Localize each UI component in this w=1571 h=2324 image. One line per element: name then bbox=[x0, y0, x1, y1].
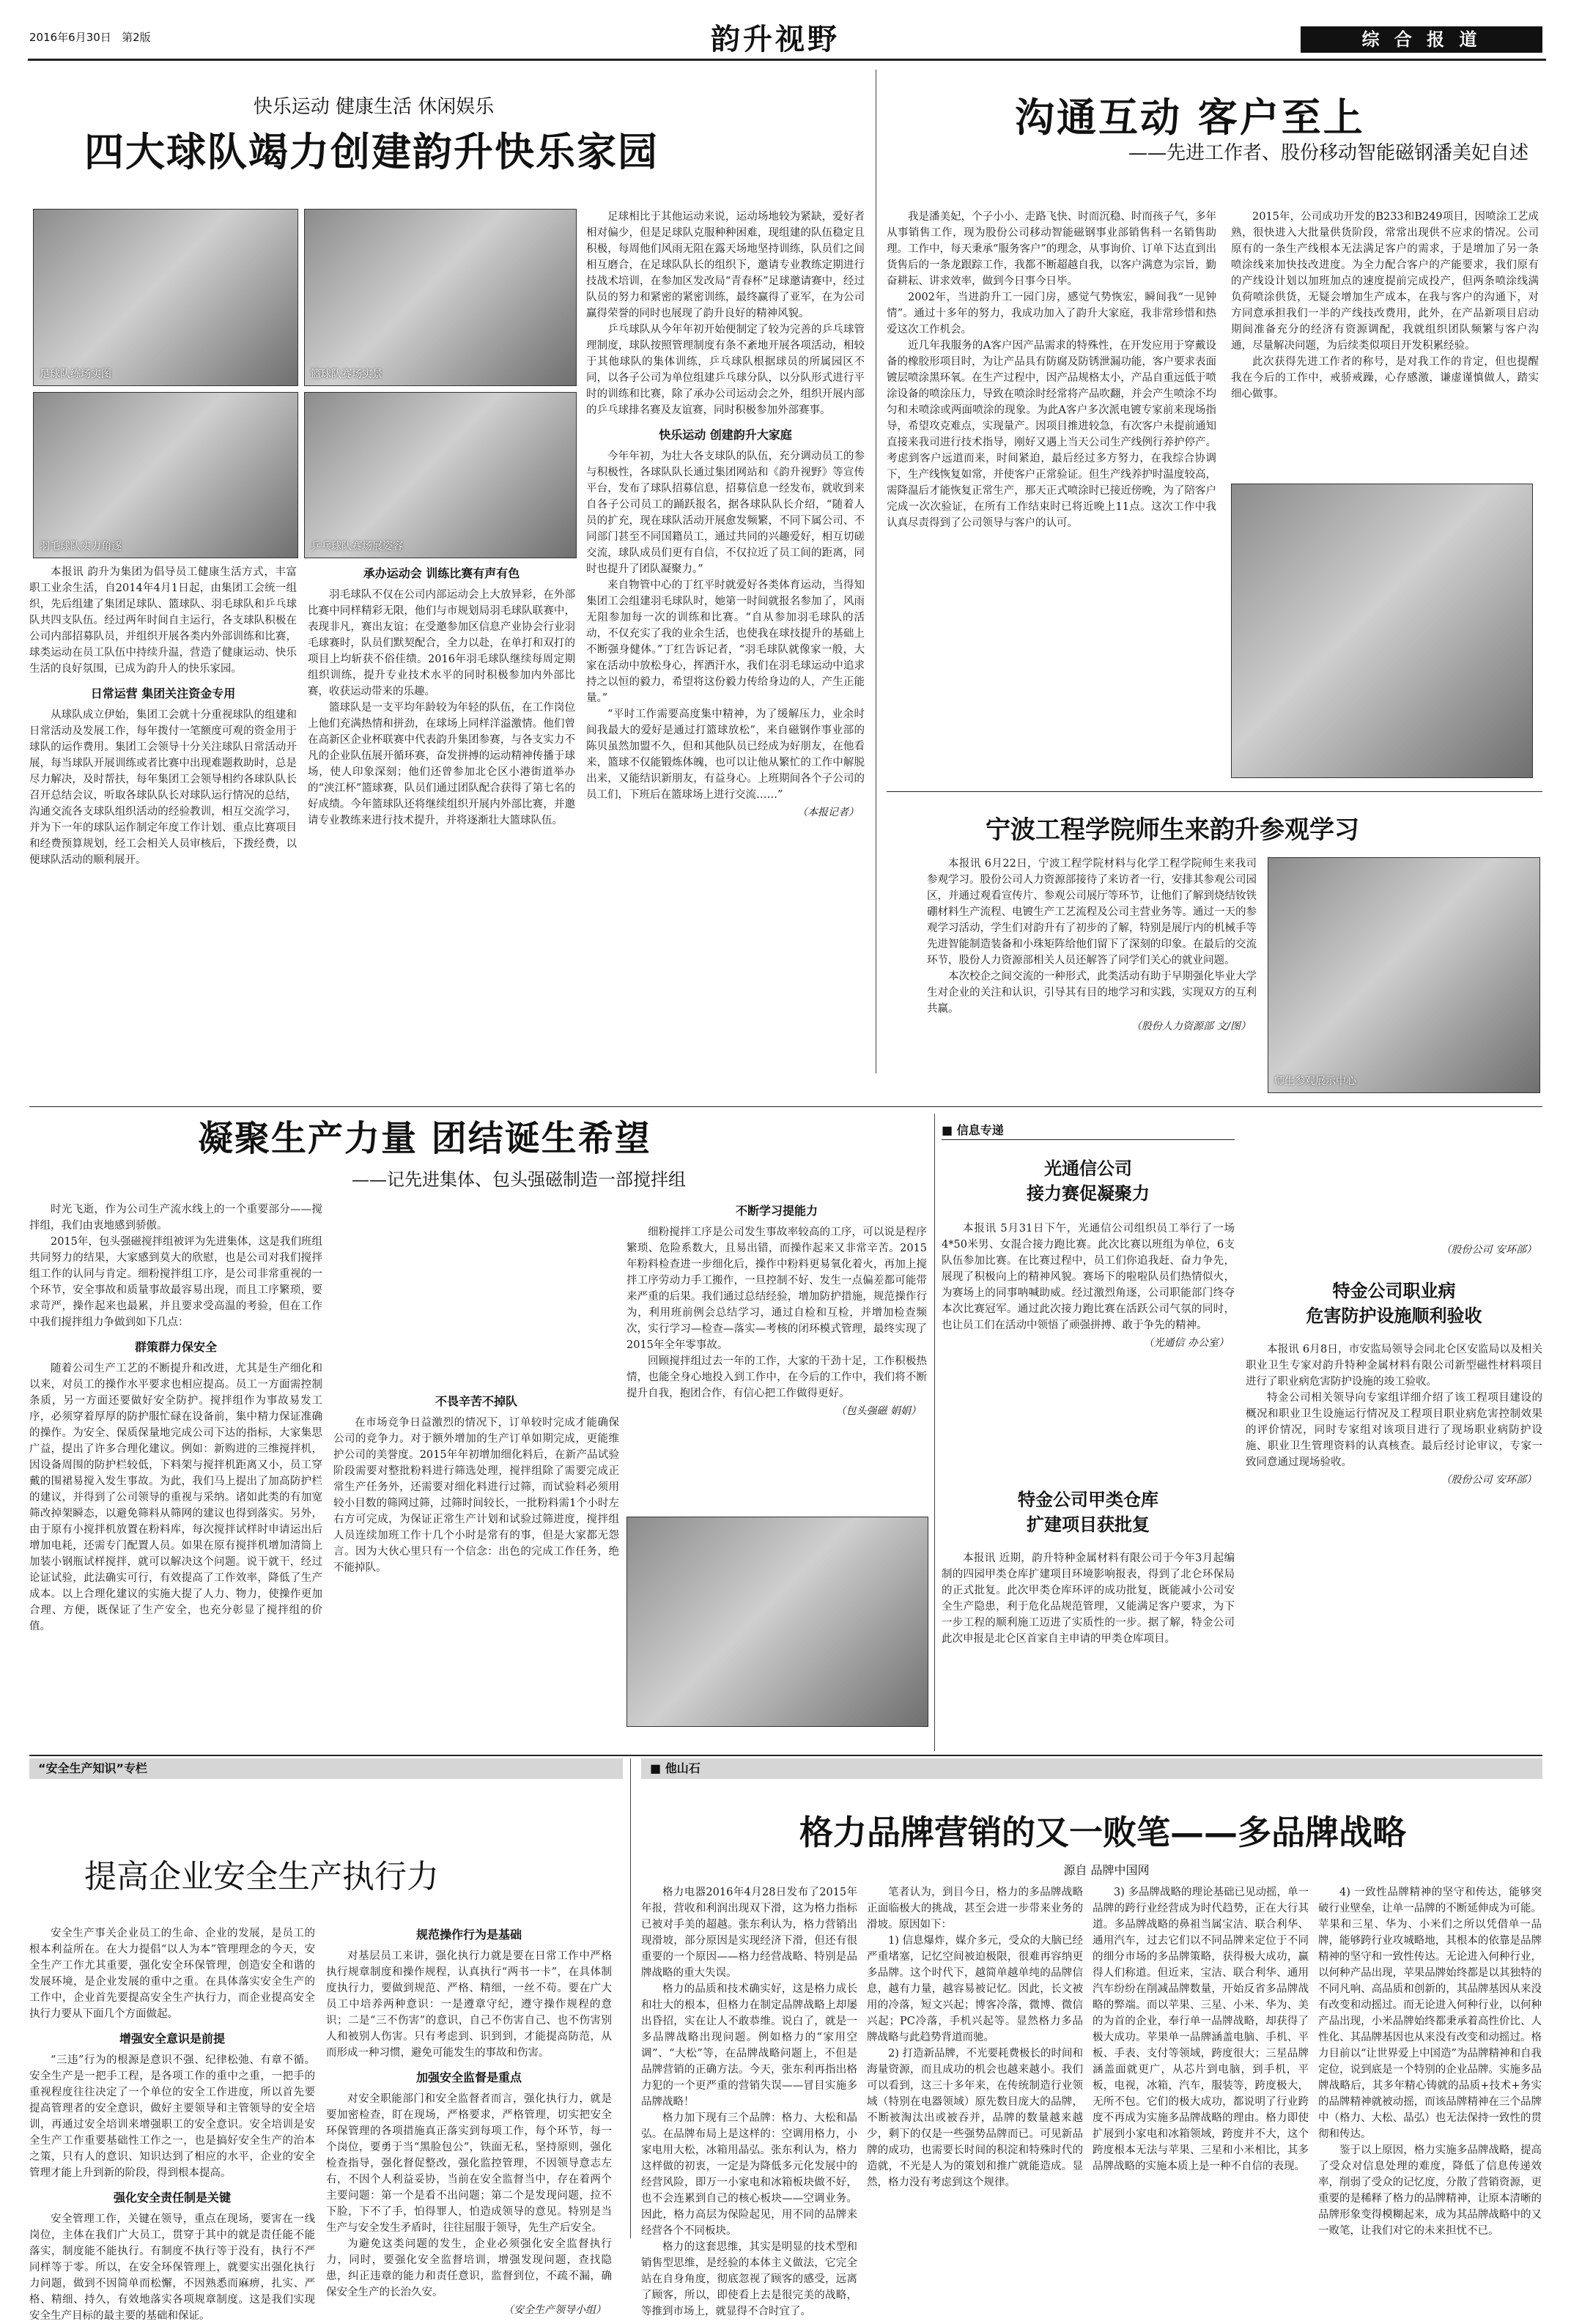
paragraph: 本报讯 韵升为集团为倡导员工健康生活方式，丰富职工业余生活，自2014年4月1日起，由集团工会统一组织，先后组建了集团足球队、篮球队、羽毛球队和乒乓球队共四支队伍。经过两年时间自主运行，各支球队积极在公司内部招募队员，并组织开展各类内外部训练和比赛，球类运动在员工队伍中持续升温，营造了健康运动、快乐生活的良好氛围，已成为韵升人的快乐家园。 bbox=[29, 566, 297, 675]
briefs-header-text: 信息专递 bbox=[956, 1123, 1004, 1137]
paragraph: 本报讯 5月31日下午，光通信公司组织员工举行了一场4*50米男、女混合接力跑比赛。此次比赛以班组为单位，6支队伍参加比赛。在比赛过程中，员工们你追我赶、奋力争先，展现了积极向上的精神风貌。赛场下的啦啦队员们热情似火，为赛场上的同事呐喊助威。经过激烈角逐，公司职能部门终夺本次比赛冠军。通过此次接力跑比赛在活跃公司气氛的同时，也让员工们在活动中领悟了顽强拼搏、敢于争先的精神。 bbox=[942, 1223, 1235, 1331]
issue-date bbox=[29, 29, 151, 45]
column-label-bar bbox=[641, 1758, 1542, 1779]
photo-portrait bbox=[1231, 484, 1533, 778]
paragraph: 2) 打造新品牌，不光要耗费极长的时间和海量资源，而且成功的机会也越来越小。我们可以看到，这三十多年来，在传统制造行业领域（特别在电器领域）原先数目庞大的品牌，不断被淘汰出或被吞并，品牌的数量越来越少，剩下的仅是一些强势品牌而已。可见新品牌的成功，也需要长时间的积淀和特殊时代的造就，不光是人为的策划和推广就能造成。显然，格力没有考虑到这个规律。 bbox=[867, 2048, 1083, 2188]
paragraph: 2015年，公司成功开发的B233和B249项目，因喷涂工艺成熟，很快进入大批量供货阶段，常常出现供不应求的情况。公司原有的一条生产线根本无法满足客户的需求，于是增加了另一条喷涂线来加快技改进度。为全力配合客户的产能要求，我们原有的产线设计划以加班加点的速度提前完成投产，但两条喷涂线满负荷喷涂供货，无疑会增加生产成本，在我与客户的沟通下，对方同意承担我们一半的产线技改费用，此外，在产品新项目启动期间准备充分的经济有资源调配，我就组织团队频繁与客户沟通，尽量解决问题，为后续类似项目开发积累经验。 bbox=[1231, 211, 1539, 352]
paragraph: 格力的品质和技术确实好，这是格力成长和壮大的根本，但格力在制定品牌战略上却屡出昏招，实在让人不敢恭维。说白了，就是一多品牌战略出现问题。例如格力的“家用空调”、“大松”等，在品牌战略问题上，不但是品牌营销的正确方法。今天，张东利再指出格力犯的一个更严重的营销失误——冒目实施多品牌战略！ bbox=[641, 1983, 857, 2108]
paragraph: 来自物管中心的丁红平时就爱好各类体育运动，当得知集团工会组建羽毛球队时，她第一时间就报名参加了，风雨无阻参加每一次的训练和比赛。“自从参加羽毛球队的活动，不仅充实了我的业余生活，也使我在球技提升的基础上不断强身健体。”丁红告诉记者，“羽毛球队就像家一般，大家在活动中放松身心，挥洒汗水，我们在羽毛球运动中追求持之以恒的毅力，希望将这份毅力传给身边的人，产生正能量。” bbox=[586, 580, 865, 704]
photo-caption: 乒乓球队赛场展姿容 bbox=[311, 541, 403, 552]
photo-badminton bbox=[33, 392, 298, 558]
article6-title: 格力品牌营销的又一败笔——多品牌战略 bbox=[799, 1813, 1406, 1852]
paragraph: 4) 一致性品牌精神的坚守和传达，能够突破行业壁垒，让单一品牌的不断延伸成为可能。苹果和三星、华为、小米们之所以凭借单一品牌，能够跨行业攻城略地，其根本的依靠是品牌精神的坚守和一致性传达。无论进入何种行业，以何种产品出现，苹果品牌始终都是以其独特的不同凡响、高品质和创新的，其品牌基因从来没有改变和动摇过。而无论进入何种行业，以何种产品出现，小米品牌始终都秉承着高性价比、人性化、其品牌基因也从来没有改变和动摇过。格力目前以“让世界爱上中国造”为品牌精神和自我定位，说到底是一个特别的企业品牌。实施多品牌战略后，其多年精心铸就的品质+技术+务实的品牌精神就被动摇，而该品牌精神在三个品牌中（格力、大松、晶弘）也无法保持一致性的贯彻和传达。 bbox=[1318, 1887, 1542, 2140]
article1-col2 bbox=[308, 564, 575, 1099]
paragraph: 本次校企之间交流的一种形式，此类活动有助于早期强化毕业大学生对企业的关注和认识，引导其有目的地学习和实践，实现双方的互利共赢。 bbox=[927, 971, 1257, 1015]
briefs-header bbox=[942, 1121, 1004, 1138]
article3-col bbox=[927, 856, 1257, 1098]
masthead-rule bbox=[28, 59, 1546, 61]
paragraph: 1) 信息爆炸，媒介多元，受众的大脑已经严重堵塞，记忆空间被迫极限，很难再容纳更多品牌。这个时代下，越简单越单纯的品牌信息，越有力量，越容易被记忆。因此，长文被用的冷落，短文兴起；博客冷落，微博、微信兴起；PC冷落，手机兴起等。显然格力多品牌战略与此趋势背道而驰。 bbox=[867, 1935, 1083, 2043]
brief1 bbox=[942, 1143, 1235, 1480]
byline: （安全生产领导小组） bbox=[503, 2304, 606, 2316]
paragraph: 乒乓球队从今年年初开始便制定了较为完善的乒乓球管理制度，球队按照管理制度有条不紊地开展各项活动，相较于其他球队的集体训练，乒乓球队根据球员的所属园区不同，以各子公司为单位组建乒乓球分队，以分队形式进行平时的训练和比赛，除了承办公司运动会之外，组织开展内部的乒乓球排名赛及友谊赛，同时积极参加外部赛事。 bbox=[586, 324, 865, 416]
brief-title: 特金公司职业病 危害防护设施顺利验收 bbox=[1306, 1280, 1482, 1326]
date-text: 2016年6月30日 bbox=[29, 31, 111, 44]
paragraph: 格力的这套思维，其实是明显的技术型和销售型思维，是经验的本体主义做法，它完全站在自身角度，彻底忽视了顾客的感受，远离了顾客，所以，即使看上去是很完美的战略，等推到市场上，就显得不合时宜了。 bbox=[641, 2241, 857, 2317]
section-rule bbox=[887, 791, 1542, 792]
article6-source: 源自 品牌中国网 bbox=[1063, 1863, 1150, 1877]
brief2-cont-and-brief3 bbox=[1246, 1139, 1542, 1747]
paragraph: 对安全职能部门和安全监督者而言，强化执行力，就是要加密检查，盯在现场，严格要求，严格管理，切实把安全环保管理的各项措施真正落实到每项工作，每个环节，每一个岗位，要勇于当“黑脸包公”，铁面无私，坚持原则，强化检查指导，强化督促整改，强化监控管理，不因领导意志左右，不因个人利益妥协，当前在安全监督当中，存在着两个主要问题：第一个是看不出问题；第二个是发现问题，拉不下脸，下不了手，怕得罪人，怕造成领导的意见。特别是当生产与安全发生矛盾时，往往屈服于领导，先生产后安全。 bbox=[326, 2093, 612, 2234]
article1-title: 四大球队竭力创建韵升快乐家园 bbox=[84, 128, 659, 175]
paragraph: 安全生产事关企业员工的生命、企业的发展，是员工的根本利益所在。在大力提倡“以人为本”管理理念的今天，安全生产工作尤其重要，强化安全环保管理，创造安全和谐的发展环境，是企业发展的重中之重。在具体落实安全生产的工作中，企业首先要提高安全生产执行力，而企业提高安全执行力要从下面几个方面做起。 bbox=[29, 1928, 315, 2020]
square-icon: ■ bbox=[942, 1123, 953, 1137]
article4-col2 bbox=[333, 1202, 619, 1747]
article6-col2 bbox=[867, 1884, 1083, 2236]
paragraph: 在市场竞争日益激烈的情况下，订单较时完成才能确保公司的竞争力。对于额外增加的生产订单如期完成，更能维护公司的美誉度。2015年年初增加细化料后，在新产品试验阶段需要对整批粉料进行筛选处理，搅拌组除了需要完成正常生产任务外，还需要对细化料进行过筛，而试验料必须用较小目数的筛网过筛，过筛时间较长，一批粉料需1个小时左右方可完成，为保证正常生产计划和试验过筛进度，搅拌组人员连续加班工作十几个小时是常有的事，但是大家都无怨言。因为大伙心里只有一个信念：出色的完成工作任务，绝不能掉队。 bbox=[333, 1417, 619, 1574]
paragraph: 格力电器2016年4月28日发布了2015年年报，营收和利润出现双下滑，这为格力指标已被对手美的超越。张东利认为，格力营销出现滑坡，部分原因是实现经济下滑，但还有很重要的一个原因——格力经营战略、特别是品牌战略的重大失误。 bbox=[641, 1887, 857, 1979]
byline: （光通信 办公室） bbox=[1143, 1337, 1229, 1349]
article6-col1 bbox=[641, 1884, 857, 2317]
paragraph: 从球队成立伊始，集团工会就十分重视球队的组建和日常活动及发展工作，每年拨付一笔额度可观的资金用于球队的运作费用。集团工会领导十分关注球队日常活动开展，每当球队开展训练或者比赛中出现难题救助时，总是尽力解决，及时帮扶，每年集团工会领导相约各球队队长召开总结会议，听取各球队队长对球队运行情况的总结，沟通交流各支球队组织活动的经验教训，相互交流学习，并为下一年的球队运作制定年度工作计划、重点比赛项目和经费预算规划，经工会相关人员审核后，下拨经费，以便球队活动的顺利展开。 bbox=[29, 709, 297, 866]
paragraph: 2015年，包头强磁搅拌组被评为先进集体，这是我们班组共同努力的结果，大家感到莫大的欣慰，也是公司对我们搅拌组工作的认同与肯定。细粉搅拌组工序，是公司非常重视的一个环节，安全事故和质量事故最容易出现，而且工序繁琐，要求苛严，操作起来也最累，并且要求受高温的考验，但在工作中我们搅拌组力争做到如下几点： bbox=[29, 1236, 322, 1328]
section-rule bbox=[29, 1755, 1542, 1756]
article4-col3 bbox=[626, 1202, 927, 1509]
photo-football bbox=[33, 209, 298, 386]
paragraph: 为避免这类问题的发生，企业必须强化安全监督执行力，同时，要强化安全监督培训，增强发现问题，查找隐患，纠正违章的能力和责任意识，监督到位，不疏不漏，确保安全生产的长治久安。 bbox=[326, 2238, 612, 2298]
article4-subtitle: ——记先进集体、包头强磁制造一部搅拌组 bbox=[352, 1169, 686, 1190]
paragraph: 安全管理工作，关键在领导，重点在现场，要害在一线岗位，主体在我们广大员工，贯穿于其中的就是责任能不能落实，制度能不能执行。有制度不执行等于没有，执行不严同样等于零。所以，在安全环保管理上，就要实出强化执行力问题，做到不因简单而松懈，不因熟悉而麻痹，扎实、严格、精细、持久，有效地落实各项规章制度。这是我们实现安全生产目标的最主要的基础和保证。 bbox=[29, 2213, 315, 2322]
paragraph: 鉴于以上原因，格力实施多品牌战略，提高了受众对信息处理的难度，降低了信息传递效率，削弱了受众的记忆度，分散了营销资源，更重要的是稀释了格力的品牌精神，让原本清晰的品牌形象变得模糊起来，成为其品牌战略中的又一败笔，让我们对它的未来担忧不已。 bbox=[1318, 2144, 1542, 2237]
photo-visit bbox=[1268, 857, 1540, 1093]
paragraph: 足球相比于其他运动来说，运动场地较为紧缺，爱好者相对偏少，但是足球队克服种种困难，现组建的队伍稳定且积极，每周他们风雨无阻在露天场地坚持训练，队员们之间相互磨合，在足球队队长的组织下，邀请专业教练定期进行技战术培训，在参加区发改局“青春杯”足球邀请赛中，经过队员的努力和紧密的紧密训练，最终赢得了亚军，在为公司赢得荣誉的同时也展现了韵升良好的精神风貌。 bbox=[586, 211, 865, 319]
photo-caption: 羽毛球队实力角逐 bbox=[40, 541, 122, 552]
newspaper-logo: 韵升视野 bbox=[711, 22, 840, 56]
paragraph: 羽毛球队不仅在公司内部运动会上大放异彩，在外部比赛中同样精彩无限，他们与市规划局羽毛球队联赛中，表现非凡，赛出友谊；在受邀参加区信息产业协会行业羽毛球赛时，队员们默契配合，全力以赴，在单打和双打的项目上均斩获不俗佳绩。2016年羽毛球队继续每周定期组织训练，提升专业技术水平的同时积极参加内外部比赛，收获运动带来的乐趣。 bbox=[308, 589, 575, 697]
photo-caption: 师生参观展示中心 bbox=[1274, 1076, 1356, 1087]
paragraph: 随着公司生产工艺的不断提升和改进，尤其是生产细化和以来，对员工的操作水平要求也相应提高。员工一方面需控制条质，另一方面还要做好安全防护。搅拌组作为事故易发工序，必须穿着厚厚的防护服忙碌在设备前，集中精力保证准确的操作。为安全、保质保量地完成公司下达的指标，大家集思广益，提出了许多合理化建议。例如：新购进的三维搅拌机，因设备周围的防护栏较低，下料架与搅拌机距离又小，员工穿戴的围裙易搅入发生事故。为此，我们马上提出了加高防护栏的建议，并得到了公司领导的重视与采纳。诸如此类的有加宽筛改掉架瞬态，以避免筛料从筛网的建议也得到落实。另外，由于原有小搅拌机放置在粉料库，每次搅拌试样时申请运出后增加电耗，还需专门配置人员。如果在原有搅拌机增加清筒上加装小钢瓶试样搅拌，就可以解决这个问题。说干就干，经过论证试验，此法确实可行，有效提高了工作效率，降低了生产成本。以上合理化建议的实施大提了人力、物力，使操作更加合理、方便，既保证了生产安全，也充分彰显了搅拌组的价值。 bbox=[29, 1363, 322, 1632]
paragraph: 本报讯 近期，韵升特种金属材料有限公司于今年3月起编制的四园甲类仓库扩建项目环境影响报表，得到了北仑环保局的正式批复。此次甲类仓库环评的成功批复，既能减小公司安全生产隐患，利于危化品规范管理，又能满足客户要求，为下一步工程的顺利施工迈进了实质性的一步。据了解，特金公司此次申报是北仑区首家自主申请的甲类仓库项目。 bbox=[942, 1553, 1235, 1645]
column-label: 他山石 bbox=[665, 1761, 701, 1775]
article6-col3 bbox=[1093, 1884, 1309, 2236]
article2-subtitle: ——先进工作者、股份移动智能磁钢潘美妃自述 bbox=[1128, 142, 1529, 164]
article1-kicker: 快乐运动 健康生活 休闲娱乐 bbox=[253, 96, 495, 118]
article2-col2 bbox=[1231, 209, 1539, 480]
edition-text: 第2版 bbox=[122, 31, 151, 44]
paragraph: 特金公司相关领导向专家组详细介绍了该工程项目建设的概况和职业卫生设施运行情况及工程项目职业病危害控制效果的评价情况，同时专家组对该项目进行了现场职业病防护设施、职业卫生管理资料的认真核查。最后经讨论审议，专家一致同意通过现场验收。 bbox=[1246, 1392, 1542, 1468]
column-label: “安全生产知识”专栏 bbox=[29, 1758, 623, 1779]
paragraph: “三违”行为的根源是意识不强、纪律松弛、有章不循。安全生产是一把手工程，是各项工作的重中之重，一把手的重视程度往往决定了一个单位的安全工作进度，所以首先要提高管理者的安全意识，做好主要领导和主管领导的安全培训，再通过安全培训来增强职工的安全意识。安全培训是安全生产工作重要基础性工作之一，也是搞好安全生产的治本之策，只有人的意识、知识达到了相应的水平，企业的安全管理才能上升到新的阶段，得到根本提高。 bbox=[29, 2054, 315, 2179]
article5-title: 提高企业安全生产执行力 bbox=[84, 1858, 439, 1895]
subheading: 日常运营 集团关注资金专用 bbox=[90, 687, 236, 700]
paragraph: 此次获得先进工作者的称号，是对我工作的肯定，但也提醒我在今后的工作中，戒骄戒躁，心存感激，谦虚谨慎做人，踏实细心做事。 bbox=[1231, 356, 1539, 400]
paragraph: 本报讯 6月8日，市安监局领导会同北仑区安监局以及相关职业卫生专家对韵升特种金属材料有限公司新型磁性材料项目进行了职业病危害防护设施的竣工验收。 bbox=[1246, 1344, 1542, 1388]
photo-team bbox=[626, 1517, 928, 1727]
subheading: 不畏辛苦不掉队 bbox=[435, 1394, 517, 1408]
column-divider bbox=[630, 1758, 631, 2238]
photo-basketball bbox=[304, 209, 577, 386]
subheading: 快乐运动 创建韵升大家庭 bbox=[659, 428, 792, 442]
section-banner: 综 合 报 道 bbox=[1301, 26, 1542, 53]
subheading: 加强安全监督是重点 bbox=[415, 2070, 522, 2084]
brief2 bbox=[942, 1487, 1235, 1744]
paragraph: 时光飞逝，作为公司生产流水线上的一个重要部分——搅拌组，我们由衷地感到骄傲。 bbox=[29, 1204, 322, 1232]
article3-title: 宁波工程学院师生来韵升参观学习 bbox=[986, 815, 1359, 845]
article1-col3 bbox=[586, 209, 865, 1099]
subheading: 强化安全责任制是关键 bbox=[113, 2191, 231, 2205]
article4-col1 bbox=[29, 1202, 322, 1747]
paragraph: 格力加下现有三个品牌：格力、大松和晶弘。在品牌布局上是这样的：空调用格力，小家电用大松，冰箱用晶弘。张东利认为，格力这样做的初衷，一定是为降低多元化发展中的经营风险，即万一小家电和冰箱板块做不好，也不会连累到自己的核心板块——空调业务。因此，格力高层为保险起见，用不同的品牌来经营各个不同板块。 bbox=[641, 2112, 857, 2237]
byline: （本报记者） bbox=[797, 807, 859, 818]
byline: （股份公司 安环部） bbox=[1441, 1244, 1537, 1256]
section-rule bbox=[29, 1106, 1542, 1107]
subheading: 规范操作行为是基础 bbox=[415, 1928, 522, 1942]
paragraph: 今年年初，为壮大各支球队的队伍，充分调动员工的参与积极性，各球队队长通过集团网站和《韵升视野》等宣传平台，发布了球队招募信息，招募信息一经发布，就收到来自各子公司员工的踊跃报名，据各球队队长介绍，“随着人员的扩充，现在球队活动开展愈发频繁，不同下属公司、不同部门甚至不同国籍员工，通过共同的兴趣爱好，相互切磋交流，球队成员们更有自信，不仅拉近了员工间的距离，同时也提升了团队凝聚力。” bbox=[586, 451, 865, 575]
paragraph: 笔者认为，到目今日，格力的多品牌战略正面临极大的挑战，甚至会进一步带来业务的滑坡。原因如下： bbox=[867, 1887, 1083, 1931]
byline: （股份公司 安环部） bbox=[1441, 1474, 1537, 1486]
paragraph: 我是潘美妃，个子小小、走路飞快、时而沉稳、时而孩子气，多年从事销售工作，现为股份公司移动智能磁钢事业部销售科一名销售助理。工作中，每天秉承“服务客户”的理念，从事询价、订单下达直到出货售后的一条龙跟踪工作，我都不断超越自我，以客户满意为宗旨，勤奋耕耘、讲求效率，做到今日事今日毕。 bbox=[887, 211, 1216, 287]
article5-col1 bbox=[29, 1925, 315, 2322]
paragraph: 2002年，当进韵升工一园门房，感觉气势恢宏，瞬间我“一见钟情”。通过十多年的努力，我成功加入了韵升大家庭，我非常珍惜和热爱这次工作机会。 bbox=[887, 292, 1216, 336]
photo-caption: 足球队练场实图 bbox=[40, 369, 111, 380]
article2-title: 沟通互动 客户至上 bbox=[1015, 94, 1365, 141]
brief-title: 光通信公司 接力赛促凝聚力 bbox=[1027, 1158, 1150, 1204]
photo-pingpong bbox=[304, 392, 577, 558]
paragraph: 对基层员工来讲，强化执行力就是要在日常工作中严格执行规章制度和操作规程，认真执行“两书一卡”，在具体制度执行力，要做到规范、严格、精细，一丝不苟。要在广大员工中培养两种意识：一是遵章守纪，遵守操作规程的意识；二是“三不伤害”的意识，自己不伤害自己、也不伤害别人和被别人伤害。只有考虑到、识到到，才能提高防范，从而形成一种习惯，避免可能发生的事故和伤害。 bbox=[326, 1950, 612, 2059]
subheading: 不断学习提能力 bbox=[735, 1204, 818, 1218]
paragraph: 近几年我服务的A客户因产品需求的特殊性，在开发应用于穿戴设备的橡胶形项目时，为让产品具有防腐及防锈泄漏功能，客户要求表面镀层喷涂黑环氧。在生产过程中，因产品规格太小，产品自重远低于喷涂设备的喷涂压力，导致在喷涂时经常将产品吹翻，并会产生喷涂不均匀和未喷涂或两面喷涂的现象。为此A客户多次派电镀专家前来现场指导，希望攻克难点，实现量产。因项目推进较急，有次客户未提前通知直接来我司进行技术指导，刚好又遇上当天公司生产线例行养护停产。考虑到客户远道而来，时间紧迫，最后经过多方努力，在我综合协调下，生产线恢复如常，并使客户正常验证。但生产线养护时温度较高，需降温后才能恢复正常生产，那天正式喷涂时已接近傍晚，为了陪客户完成一次次验证，在所有工作结束时已将近晚上11点。这次工作中我认真尽责得到了公司领导与客户的认可。 bbox=[887, 340, 1216, 529]
byline: （包头强磁 娟娟） bbox=[835, 1405, 921, 1417]
square-icon: ■ bbox=[650, 1761, 662, 1775]
article1-col1 bbox=[29, 564, 297, 1099]
paragraph: 细粉搅拌工序是公司发生事故率较高的工序，可以说是程序繁琐、危险系数大，且易出错，而操作起来又非常辛苦。2015年粉料检查进一步细化后，操作中粉料更易氧化着火，再加上搅拌工序劳动力手工搬作，一旦控制不好、发生一点偏差都可能带来严重的后果。我们通过总结经验，增加防护措施，规范操作行为，利用班前例会总结学习，通过自检和互检，并增加检查频次，实行学习—检查—落实—考核的闭环模式管理，最终实现了2015年全年零事故。 bbox=[626, 1226, 927, 1351]
paragraph: 本报讯 6月22日，宁波工程学院材料与化学工程学院师生来我司参观学习。股份公司人力资源部接待了来访者一行，安排其参观公司园区，并通过观看宣传片、参观公司展厅等环节，让他们了解到烧结钕铁硼材料生产流程、电镀生产工艺流程及公司主营业务等。通过一天的参观学习活动，学生们对韵升有了初步的了解，特别是展厅内的机械手等先进智能制造装备和小珠矩阵给他们留下了深刻的印象。在最后的交流环节，股份人力资源部相关人员还解答了同学们关心的就业问题。 bbox=[927, 858, 1257, 966]
section-rule bbox=[942, 1139, 1235, 1140]
brief-title: 特金公司甲类仓库 扩建项目获批复 bbox=[1018, 1489, 1158, 1535]
article6-col4 bbox=[1318, 1884, 1542, 2236]
paragraph: 篮球队是一支平均年龄较为年轻的队伍，在工作岗位上他们充满热情和拼劲，在球场上同样洋溢激情。他们曾在高新区企业杯联赛中代表韵升集团参赛，与各支实力不凡的企业队伍展开循环赛，奋发拼搏的运动精神传播于球场，使人印象深刻；他们还曾参加北仑区小港街道举办的“浃江杯”篮球赛，队员们通过团队配合获得了第七名的好成绩。今年篮球队还将继续组织开展内外部比赛，并邀请专业教练来进行技术提升，并将逐渐壮大篮球队伍。 bbox=[308, 702, 575, 826]
article5-col2 bbox=[326, 1925, 612, 2316]
article4-title: 凝聚生产力量 团结诞生希望 bbox=[198, 1118, 651, 1159]
byline: （股份人力资源部 文/图） bbox=[1131, 1021, 1251, 1032]
subheading: 承办运动会 训练比赛有声有色 bbox=[363, 566, 520, 580]
paragraph: “平时工作需要高度集中精神，为了缓解压力，业余时间我最大的爱好是通过打篮球放松”，来自磁钢作事业部的陈贝虽然加盟不久，但和其他队员已经成为好朋友，在他看来，篮球不仅能锻炼体魄，也可以让他从繁忙的工作中解脱出来，又能结识新朋友，有益身心。上班期间各个子公司的员工们，下班后在篮球场上进行交流……” bbox=[586, 708, 865, 801]
photo-caption: 篮球队赛场实景 bbox=[311, 369, 382, 380]
subheading: 增强安全意识是前提 bbox=[119, 2032, 225, 2046]
paragraph: 3) 多品牌战略的理论基础已见动摇，单一品牌的跨行业经营成为时代趋势，正在大行其道。多品牌战略的鼻祖当属宝洁、联合利华、通用汽车，过去它们以不同品牌来定位于不同的细分市场的多品牌策略，获得极大成功，赢得人们称道。但近来，宝洁、联合利华、通用汽车纷纷在削减品牌数量，开始反省多品牌战略的弊端。而以苹果、三星、小米、华为、美的为首的企业，奉行单一品牌战略，却获得了极大成功。苹果单一品牌涵盖电脑、手机、平板、手表、支付等领域，跨度很大；三星品牌涵盖面就更广，从芯片到电脑，到手机，平板，电视，冰箱，汽车，服装等，跨度极大，无所不包。它们的极大成功，都说明了行业跨度不再成为实施多品牌战略的理由。格力即使扩展到小家电和冰箱领域，跨度并不大，这个跨度根本无法与苹果、三星和小米相比，其多品牌战略的实施本质上是一种不自信的表现。 bbox=[1093, 1887, 1309, 2172]
column-divider bbox=[934, 1114, 935, 1751]
subheading: 群策群力保安全 bbox=[134, 1340, 217, 1354]
paragraph: 回顾搅拌组过去一年的工作，大家的干劲十足，工作积极热情，也能全身心地投入到工作中，在今后的工作中，我们将不断提升自我，抱团合作，有信心把工作做得更好。 bbox=[626, 1355, 927, 1399]
